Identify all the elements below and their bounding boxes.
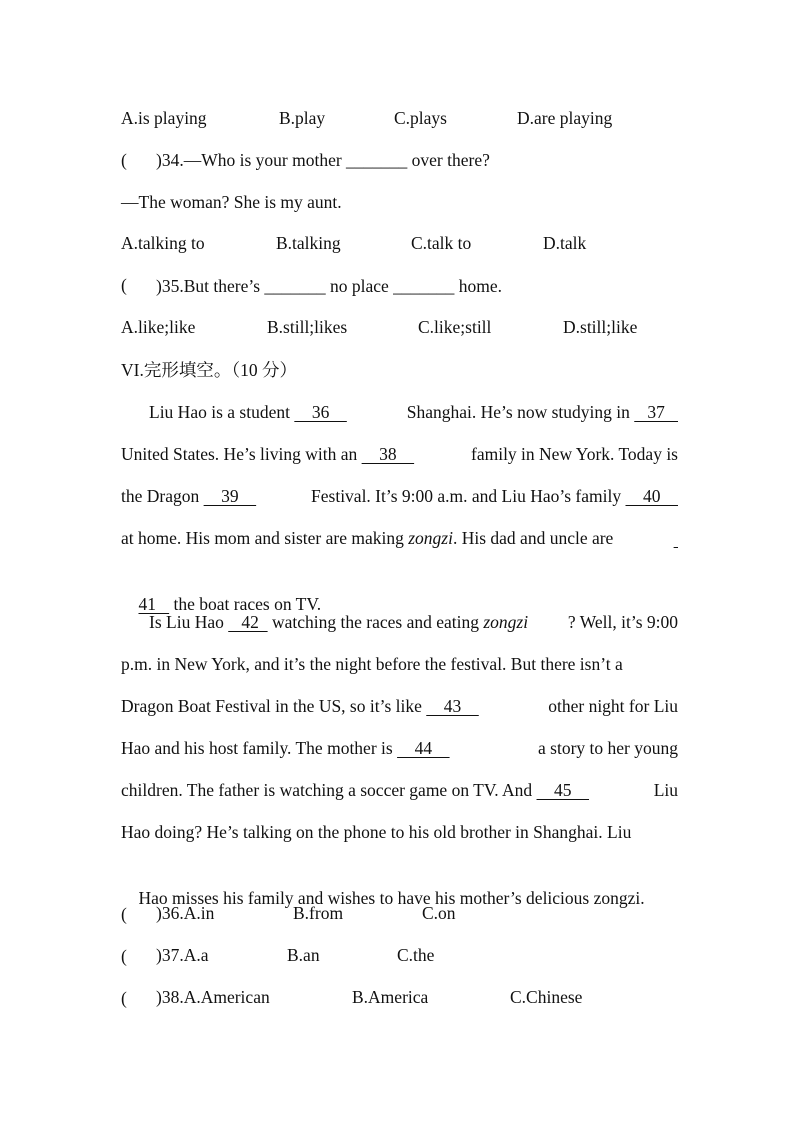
- passage-line: Dragon Boat Festival in the US, so it’s like 43 other night for Liu: [121, 696, 678, 716]
- q37-option-a: )37.A.a: [156, 945, 209, 965]
- q35-option-d: D.still;like: [563, 317, 638, 337]
- passage-line: Liu Hao is a student 36 Shanghai. He’s now studying in 37: [149, 402, 678, 422]
- question-stem: )35.But there’s _______ no place _______ home.: [156, 276, 503, 296]
- blank-45: 45: [536, 780, 590, 800]
- answer-paren: (: [121, 946, 127, 966]
- blank-36: 36: [294, 402, 347, 422]
- q33-option-a: A.is playing: [121, 108, 207, 128]
- section-title: VI.完形填空。（10 分）: [121, 360, 297, 380]
- blank-37: 37: [634, 402, 678, 422]
- answer-paren: (: [121, 275, 127, 295]
- blank-44: 44: [397, 738, 450, 758]
- q35-option-c: C.like;still: [418, 317, 492, 337]
- passage-line: the Dragon 39 Festival. It’s 9:00 a.m. and Liu Hao’s family 40: [121, 486, 678, 506]
- blank-42: 42: [228, 612, 268, 632]
- q36-option-a: )36.A.in: [156, 903, 215, 923]
- passage-line: United States. He’s living with an 38 family in New York. Today is: [121, 444, 678, 464]
- q34-option-b: B.talking: [276, 233, 341, 253]
- question-reply: —The woman? She is my aunt.: [121, 192, 342, 212]
- q33-option-d: D.are playing: [517, 108, 613, 128]
- answer-paren: (: [121, 904, 127, 924]
- answer-paren: (: [121, 150, 127, 170]
- passage-line: at home. His mom and sister are making zongzi. His dad and uncle are: [121, 526, 678, 550]
- q36-option-c: C.on: [422, 903, 456, 923]
- passage-line: Hao and his host family. The mother is 44 a story to her young: [121, 738, 678, 758]
- passage-line: 41 the boat races on TV.: [138, 594, 322, 614]
- passage-line: Hao doing? He’s talking on the phone to his old brother in Shanghai. Liu: [121, 822, 632, 842]
- q34-option-a: A.talking to: [121, 233, 205, 253]
- q38-option-a: )38.A.American: [156, 987, 270, 1007]
- q35-option-b: B.still;likes: [267, 317, 348, 337]
- q37-option-c: C.the: [397, 945, 435, 965]
- q38-option-b: B.America: [352, 987, 429, 1007]
- question-stem: )34.—Who is your mother _______ over there?: [156, 150, 490, 170]
- passage-line: p.m. in New York, and it’s the night before the festival. But there isn’t a: [121, 654, 623, 674]
- q35-option-a: A.like;like: [121, 317, 196, 337]
- q36-option-b: B.from: [293, 903, 344, 923]
- q34-option-d: D.talk: [543, 233, 587, 253]
- answer-paren: (: [121, 988, 127, 1008]
- q33-option-b: B.play: [279, 108, 326, 128]
- q33-option-c: C.plays: [394, 108, 447, 128]
- q37-option-b: B.an: [287, 945, 320, 965]
- blank-38: 38: [361, 444, 415, 464]
- passage-line: Hao misses his family and wishes to have his mother’s delicious zongzi.: [138, 888, 645, 908]
- blank-40: 40: [625, 486, 678, 506]
- blank-39: 39: [203, 486, 257, 506]
- blank-41-start: [674, 526, 678, 550]
- passage-line: children. The father is watching a soccer game on TV. And 45 Liu: [121, 780, 678, 800]
- q34-option-c: C.talk to: [411, 233, 472, 253]
- q38-option-c: C.Chinese: [510, 987, 583, 1007]
- blank-41: 41: [138, 594, 170, 614]
- blank-43: 43: [426, 696, 479, 716]
- passage-line: Is Liu Hao 42 watching the races and eating zongzi ? Well, it’s 9:00: [149, 612, 678, 632]
